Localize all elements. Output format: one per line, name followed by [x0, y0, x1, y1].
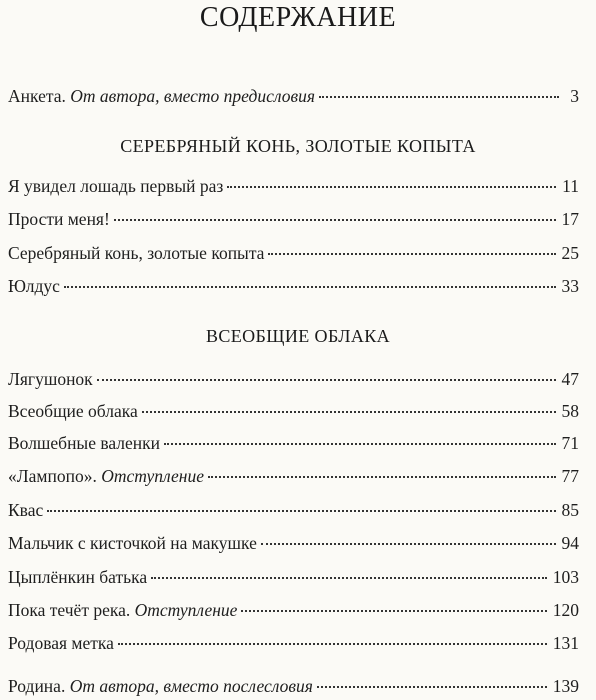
dot-leader: [64, 286, 556, 288]
dot-leader: [151, 577, 547, 579]
toc-entry-subtitle: Отступление: [101, 466, 204, 486]
toc-entry[interactable]: [8, 240, 579, 266]
dot-leader: [261, 543, 556, 545]
toc-entry-title: Серебряный конь, золотые копыта: [8, 243, 265, 263]
toc-entry-label: Анкета.: [8, 86, 66, 106]
toc-entry[interactable]: [8, 173, 579, 199]
dot-leader: [241, 610, 546, 612]
toc-entry[interactable]: [8, 366, 579, 392]
toc-page-number: 131: [552, 633, 579, 653]
toc-entry-title: Цыплёнкин батька: [8, 567, 148, 587]
dot-leader: [114, 219, 556, 221]
dot-leader: [319, 96, 559, 98]
toc-page-number: 58: [561, 401, 579, 421]
toc-entry[interactable]: [8, 497, 579, 523]
toc-page-number: 33: [561, 276, 579, 296]
toc-entry-subtitle: Отступление: [134, 600, 238, 620]
toc-entry-title: Волшебные валенки: [8, 433, 161, 453]
toc-page-number: 139: [552, 676, 579, 696]
toc-page-number: 85: [561, 500, 579, 520]
toc-entry-title: [8, 673, 313, 699]
toc-entry-intro[interactable]: [8, 83, 579, 109]
toc-entry-title: [8, 597, 237, 623]
toc-page-number: 77: [561, 466, 579, 486]
dot-leader: [208, 476, 556, 478]
toc-entry-title: Юлдус: [8, 276, 60, 296]
toc-entry[interactable]: [8, 273, 579, 299]
section-title: СЕРЕБРЯНЫЙ КОНЬ, ЗОЛОТЫЕ КОПЫТА: [120, 136, 476, 156]
toc-page-number: 25: [561, 243, 579, 263]
toc-entry-title: [8, 463, 204, 489]
dot-leader: [118, 643, 547, 645]
section-title: ВСЕОБЩИЕ ОБЛАКА: [205, 326, 391, 346]
toc-page-number: 71: [561, 433, 579, 453]
toc-entry-title: Квас: [8, 500, 44, 520]
dot-leader: [227, 186, 556, 188]
toc-entry[interactable]: [8, 463, 579, 489]
toc-entry-label: «Лампопо».: [8, 466, 97, 486]
toc-entry-title: Прости меня!: [8, 209, 110, 229]
toc-entry[interactable]: [8, 630, 579, 656]
toc-page-number: 11: [562, 176, 579, 196]
toc-entry[interactable]: [8, 398, 579, 424]
toc-entry-title: Лягушонок: [8, 369, 93, 389]
toc-page-number: 47: [561, 369, 579, 389]
toc-entry-label: Пока течёт река.: [8, 600, 131, 620]
toc-entry[interactable]: [8, 430, 579, 456]
toc-page-number: 94: [561, 533, 579, 553]
toc-page-number: 3: [570, 86, 579, 106]
toc-entry[interactable]: [8, 564, 579, 590]
toc-entry-outro[interactable]: [8, 673, 579, 699]
toc-entry-title: [8, 83, 315, 109]
toc-entry[interactable]: [8, 530, 579, 556]
toc-entry[interactable]: [8, 597, 579, 623]
dot-leader: [268, 253, 555, 255]
dot-leader: [142, 411, 556, 413]
dot-leader: [47, 510, 555, 512]
toc-entry-title: Я увидел лошадь первый раз: [8, 176, 224, 196]
dot-leader: [97, 379, 556, 381]
toc-page-number: 120: [552, 600, 579, 620]
toc-page-number: 103: [552, 567, 579, 587]
toc-entry-subtitle: От автора, вместо предисловия: [70, 86, 315, 106]
dot-leader: [317, 686, 547, 688]
toc-entry-title: Мальчик с кисточкой на макушке: [8, 533, 257, 553]
page-title: СОДЕРЖАНИЕ: [199, 2, 397, 33]
toc-page-number: 17: [561, 209, 579, 229]
toc-entry-title: Родовая метка: [8, 633, 114, 653]
toc-entry[interactable]: [8, 206, 579, 232]
toc-entry-label: Родина.: [8, 676, 66, 696]
dot-leader: [164, 443, 555, 445]
toc-entry-title: Всеобщие облака: [8, 401, 138, 421]
toc-entry-subtitle: От автора, вместо послесловия: [69, 676, 313, 696]
